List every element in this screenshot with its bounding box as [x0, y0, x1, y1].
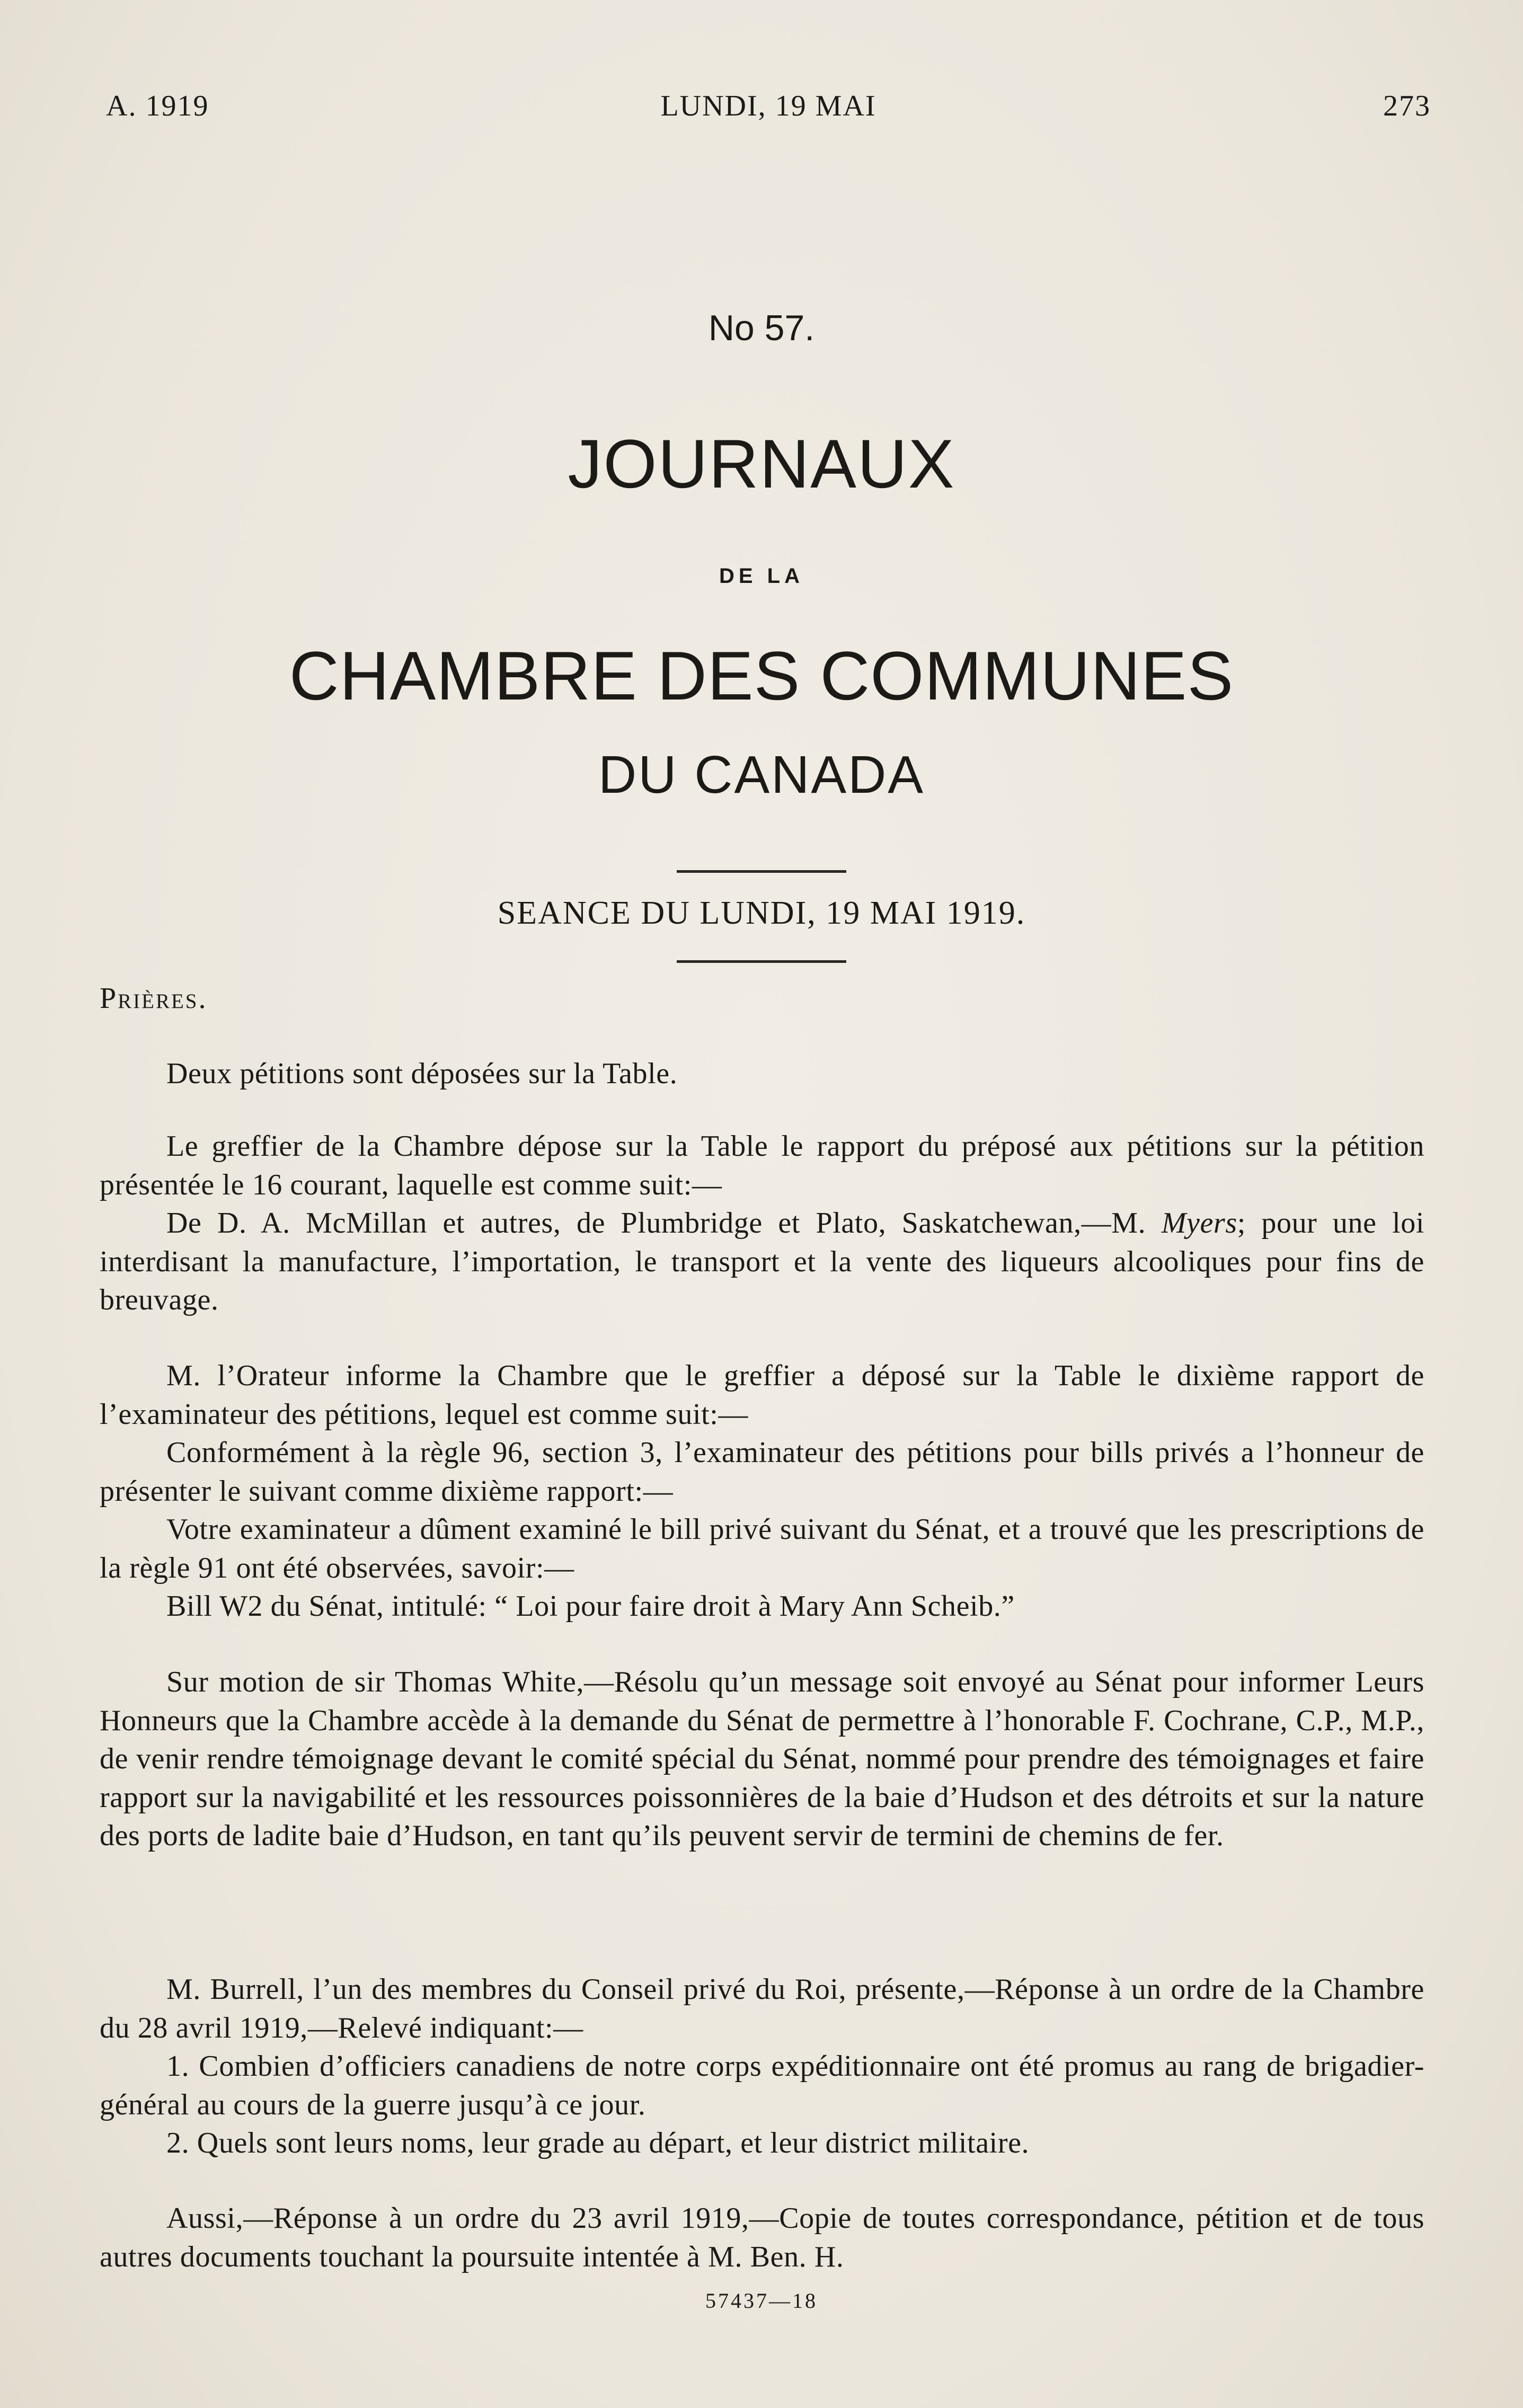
mcmillan-member: Myers — [1161, 1207, 1237, 1240]
section-burrell — [100, 1970, 1424, 2163]
prayers-label: Prières. — [100, 982, 208, 1015]
section-petitions — [100, 1055, 1424, 1093]
header-year: A. 1919 — [106, 90, 209, 122]
title-connector: DE LA — [719, 564, 804, 588]
paragraph-bill: Bill W2 du Sénat, intitulé: “ Loi pour faire droit à Mary Ann Scheib.” — [166, 1590, 1015, 1623]
paragraph-orateur: M. l’Orateur informe la Chambre que le greffier a déposé sur la Table le dixième rapport de l’examinateur des pétitions, lequel est comme suit:— — [100, 1359, 1424, 1431]
paragraph-deux-petitions: Deux pétitions sont déposées sur la Table. — [166, 1057, 678, 1090]
running-head — [106, 89, 1431, 131]
prayers-heading — [100, 979, 1424, 1018]
mcmillan-text: De D. A. McMillan et autres, de Plumbridge et Plato, Saskatchewan,—M. — [166, 1207, 1162, 1240]
section-orateur — [100, 1357, 1424, 1626]
divider-bottom — [677, 960, 846, 963]
printer-code: 57437—18 — [705, 2289, 818, 2313]
section-aussi — [100, 2199, 1424, 2276]
chamber-title: CHAMBRE DES COMMUNES — [289, 637, 1234, 714]
paragraph-mcmillan — [100, 1204, 1424, 1320]
country-title: DU CANADA — [598, 745, 925, 804]
section-motion — [100, 1663, 1424, 1855]
list-item: 1. Combien d’officiers canadiens de notre corps expéditionnaire ont été promus au rang de brigadier-général au cours de la guerre jusqu’à ce jour. — [100, 2050, 1424, 2121]
issue-number: No 57. — [708, 308, 815, 348]
page-number: 273 — [1383, 90, 1431, 122]
paragraph-motion: Sur motion de sir Thomas White,—Résolu qu’un message soit envoyé au Sénat pour informer Leurs Honneurs que la Chambre accède à la demande du Sénat de permettre à l’honorable F. Cochrane, C.P., M.P., de venir rendre témoignage devant le comité spécial du Sénat, nommé pour prendre des témoignages et faire rapport sur la navigabilité et les ressources poissonnières de la baie d’Hudson et des détroits et sur la nature des ports de ladite baie d’Hudson, en tant qu’ils peuvent servir de termini de chemins de fer. — [100, 1666, 1424, 1852]
paragraph-conformement: Conformément à la règle 96, section 3, l’examinateur des pétitions pour bills privés a l’honneur de présenter le suivant comme dixième rapport:— — [100, 1436, 1424, 1508]
paragraph-greffier: Le greffier de la Chambre dépose sur la Table le rapport du préposé aux pétitions sur la pétition présentée le 16 courant, laquelle est comme suit:— — [100, 1130, 1424, 1201]
header-date: LUNDI, 19 MAI — [660, 90, 876, 122]
paragraph-burrell: M. Burrell, l’un des membres du Conseil privé du Roi, présente,—Réponse à un ordre de la Chambre du 28 avril 1919,—Relevé indiquant:— — [100, 1973, 1424, 2044]
journal-title: JOURNAUX — [568, 425, 955, 502]
section-greffier — [100, 1127, 1424, 1320]
paragraph-examinateur: Votre examinateur a dûment examiné le bill privé suivant du Sénat, et a trouvé que les prescriptions de la règle 91 ont été observées, savoir:— — [100, 1513, 1424, 1584]
list-item: 2. Quels sont leurs noms, leur grade au départ, et leur district militaire. — [166, 2127, 1030, 2159]
divider-top — [677, 870, 846, 873]
session-heading: SEANCE DU LUNDI, 19 MAI 1919. — [497, 895, 1026, 931]
paragraph-aussi: Aussi,—Réponse à un ordre du 23 avril 1919,—Copie de toutes correspondance, pétition et de tous autres documents touchant la poursuite intentée à M. Ben. H. — [100, 2202, 1424, 2273]
mcmillan-text-end: ; pour une loi interdisant la manufacture, l’importation, le transport et la vente des liqueurs alcooliques pour fins de breuvage. — [100, 1207, 1424, 1316]
